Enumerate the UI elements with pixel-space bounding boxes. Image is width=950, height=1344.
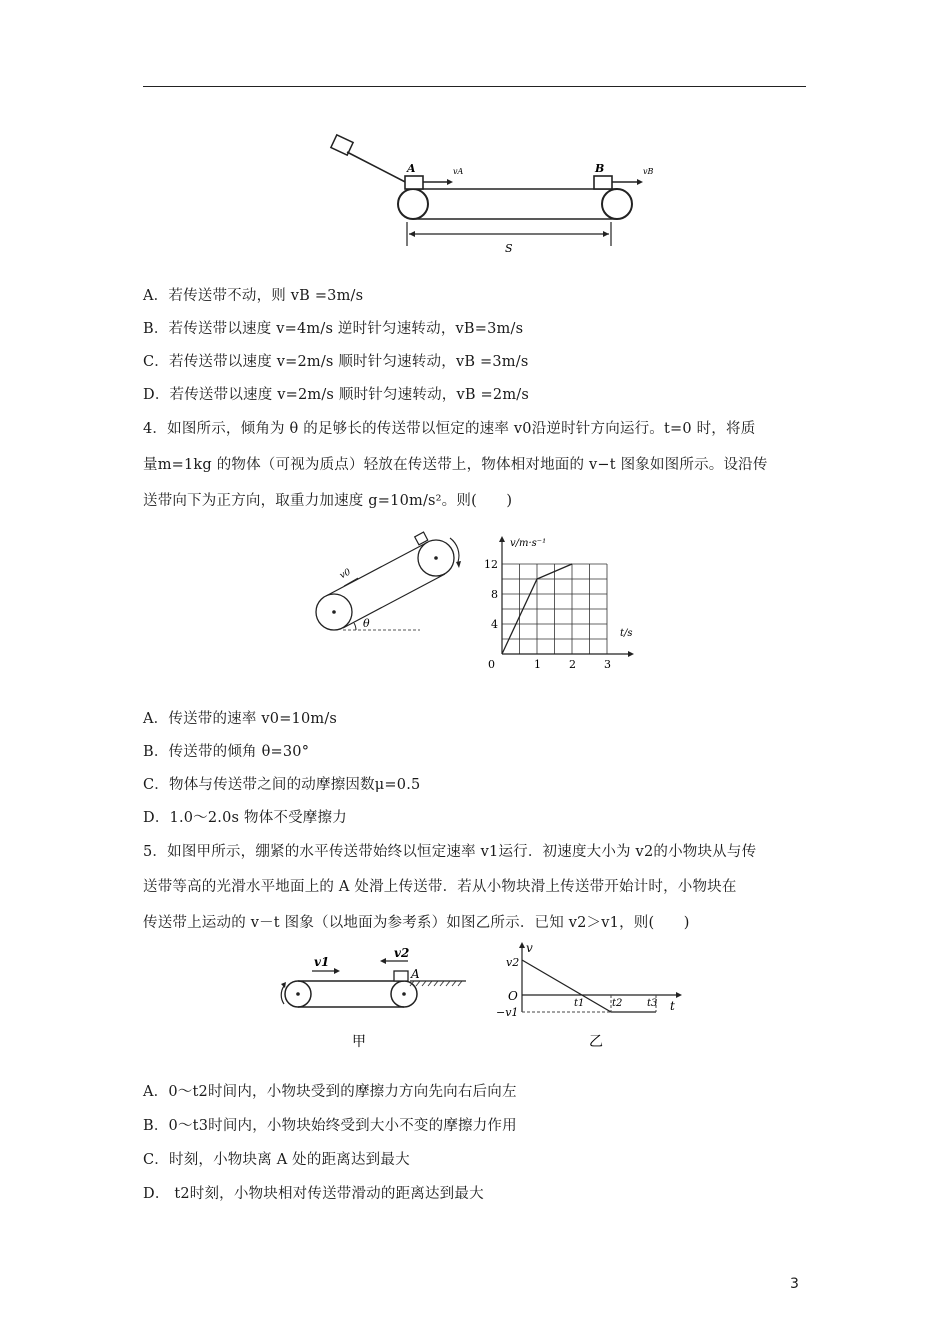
q5-stem-line-1: 5．如图甲所示，绷紧的水平传送带始终以恒定速率 v1运行．初速度大小为 v2的小物块从与传 (143, 844, 757, 860)
q5-stem-line-3: 传送带上运动的 v－t 图象（以地面为参考系）如图乙所示．已知 v2＞v1，则( ) (143, 915, 690, 931)
q5-yi-caption: 乙 (589, 1034, 603, 1050)
q4-option-b: B．传送带的倾角 θ=30° (143, 744, 310, 760)
q3-belt-figure (325, 130, 665, 258)
q3-label-s: S (505, 242, 513, 255)
q5-figure-jia (270, 948, 470, 1053)
q4-stem-line-2: 量m=1kg 的物体（可视为质点）轻放在传送带上，物体相对地面的 v−t 图象如图所示。设沿传 (143, 457, 768, 473)
chart-y-tick-label: 12 (484, 558, 498, 571)
q4-incline-belt-figure (310, 530, 475, 650)
q5-option-b: B．0～t3时间内，小物块始终受到大小不变的摩擦力作用 (143, 1118, 517, 1134)
q5-jia-label-v2: v2 (394, 948, 410, 960)
q5-option-c: C．时刻，小物块离 A 处的距离达到最大 (143, 1152, 410, 1168)
q5-option-d: D． t2时刻，小物块相对传送带滑动的距离达到最大 (143, 1186, 484, 1202)
q5-jia-label-a: A (411, 967, 420, 981)
q5-yi-label-v: v (526, 941, 533, 955)
q5-option-a: A．0～t2时间内，小物块受到的摩擦力方向先向右后向左 (143, 1084, 517, 1100)
q5-stem-line-2: 送带等高的光滑水平地面上的 A 处滑上传送带．若从小物块滑上传送带开始计时，小物块在 (143, 879, 737, 895)
q5-figure-yi (490, 940, 690, 1053)
chart-x-tick-label: 2 (569, 658, 576, 670)
q3-label-a: A (407, 162, 416, 175)
q5-yi-label-t2: t2 (612, 998, 623, 1009)
chart-y-tick-label: 8 (491, 588, 498, 601)
chart-y-axis-label: v/m·s⁻¹ (510, 538, 547, 549)
q5-jia-label-v1: v1 (314, 955, 330, 969)
q3-option-d: D．若传送带以速度 v=2m/s 顺时针匀速转动，vB =2m/s (143, 387, 529, 403)
chart-x-tick-label: 3 (604, 658, 611, 670)
chart-x-axis-arrow (628, 651, 634, 657)
q4-label-v0: v0 (338, 567, 353, 582)
chart-y-tick-label: 4 (491, 618, 498, 631)
q4-vt-chart (480, 532, 640, 670)
q5-yi-label-neg-v1: −v1 (496, 1006, 519, 1019)
q5-jia-caption: 甲 (352, 1034, 366, 1050)
q4-stem-line-1: 4．如图所示，倾角为 θ 的足够长的传送带以恒定的速率 v0沿逆时针方向运行。t=0 时，将质 (143, 421, 756, 437)
q3-label-b: B (595, 162, 605, 175)
q3-label-va: vA (453, 167, 464, 176)
q3-option-c: C．若传送带以速度 v=2m/s 顺时针匀速转动，vB =3m/s (143, 354, 529, 370)
q5-yi-label-t1: t1 (574, 998, 585, 1009)
q3-label-vb: vB (643, 167, 654, 176)
q5-yi-label-v2: v2 (506, 956, 520, 969)
q5-yi-label-t3: t3 (647, 998, 658, 1009)
q4-option-c: C．物体与传送带之间的动摩擦因数μ=0.5 (143, 777, 421, 793)
header-rule (143, 86, 806, 87)
chart-y-axis-arrow (499, 536, 505, 542)
q5-yi-label-o: O (508, 989, 518, 1003)
q5-yi-label-t: t (670, 999, 675, 1013)
chart-x-tick-label: 1 (534, 658, 541, 670)
page-number: 3 (790, 1276, 799, 1292)
chart-x-axis-label: t/s (620, 628, 633, 639)
q4-option-d: D．1.0～2.0s 物体不受摩擦力 (143, 810, 347, 826)
q3-option-b: B．若传送带以速度 v=4m/s 逆时针匀速转动，vB=3m/s (143, 321, 524, 337)
q4-label-theta: θ (363, 617, 370, 630)
q3-option-a: A．若传送带不动，则 vB =3m/s (143, 288, 364, 304)
chart-x-tick-label: 0 (488, 658, 495, 670)
q4-stem-line-3: 送带向下为正方向，取重力加速度 g=10m/s²。则( ) (143, 493, 513, 509)
q4-option-a: A．传送带的速率 v0=10m/s (143, 711, 338, 727)
